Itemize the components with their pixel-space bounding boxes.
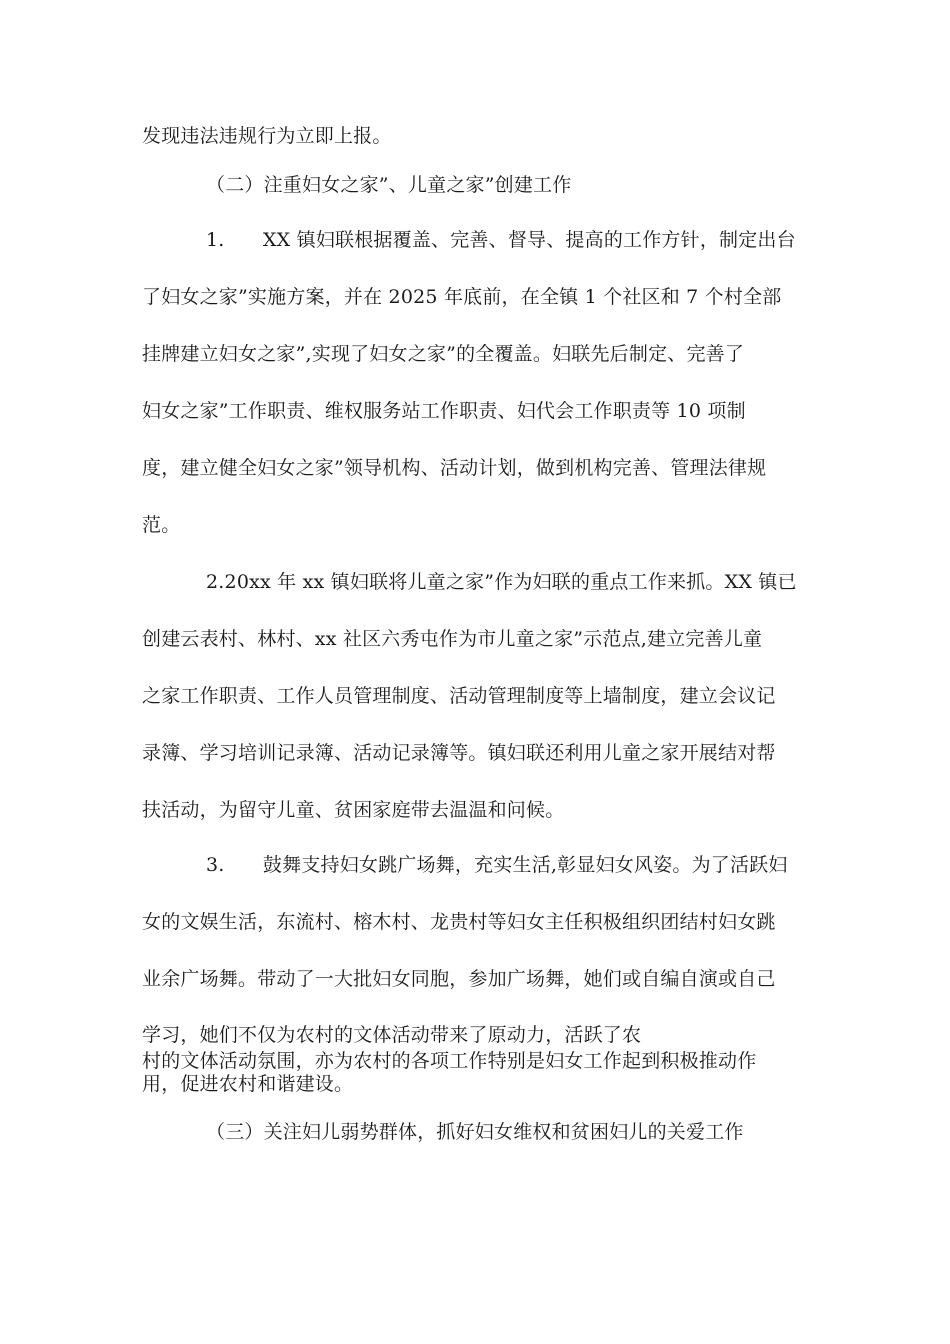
text-line: 扶活动，为留守儿童、贫困家庭带去温温和问候。 bbox=[142, 799, 565, 821]
text-line: 度，建立健全妇女之家”领导机构、活动计划，做到机构完善、管理法律规 bbox=[142, 457, 767, 479]
text-line: 发现违法违规行为立即上报。 bbox=[142, 125, 392, 147]
text-line: 挂牌建立妇女之家”,实现了妇女之家”的全覆盖。妇联先后制定、完善了 bbox=[142, 343, 745, 365]
text-line: 2.20xx 年 xx 镇妇联将儿童之家”作为妇联的重点工作来抓。XX 镇已 bbox=[206, 571, 797, 593]
text-line: 之家工作职责、工作人员管理制度、活动管理制度等上墙制度，建立会议记 bbox=[142, 685, 776, 707]
section-heading: （二）注重妇女之家”、儿童之家”创建工作 bbox=[206, 174, 572, 196]
text-line: 女的文娱生活，东流村、榕木村、龙贵村等妇女主任积极组织团结村妇女跳 bbox=[142, 911, 776, 933]
text-line: 妇女之家”工作职责、维权服务站工作职责、妇代会工作职责等 10 项制 bbox=[142, 400, 746, 422]
text-line: 创建云表村、林村、xx 社区六秀屯作为市儿童之家”示范点,建立完善儿童 bbox=[142, 628, 763, 650]
text-line: 业余广场舞。带动了一大批妇女同胞，参加广场舞，她们或自编自演或自己 bbox=[142, 968, 776, 990]
text-line: 范。 bbox=[142, 514, 181, 536]
section-heading: （三）关注妇儿弱势群体，抓好妇女维权和贫困妇儿的关爱工作 bbox=[206, 1121, 744, 1143]
text-line: 村的文体活动氛围，亦为农村的各项工作特别是妇女工作起到积极推动作 bbox=[142, 1050, 757, 1072]
text-line: 学习，她们不仅为农村的文体活动带来了原动力，活跃了农 bbox=[142, 1024, 642, 1046]
text-line: 了妇女之家”实施方案，并在 2025 年底前，在全镇 1 个社区和 7 个村全部 bbox=[142, 286, 782, 308]
text-line: 3. 鼓舞支持妇女跳广场舞，充实生活,彰显妇女风姿。为了活跃妇 bbox=[206, 854, 788, 876]
text-line: 1. XX 镇妇联根据覆盖、完善、督导、提高的工作方针，制定出台 bbox=[206, 229, 796, 251]
text-line: 录簿、学习培训记录簿、活动记录簿等。镇妇联还利用儿童之家开展结对帮 bbox=[142, 742, 776, 764]
text-line: 用，促进农村和谐建设。 bbox=[142, 1073, 354, 1095]
